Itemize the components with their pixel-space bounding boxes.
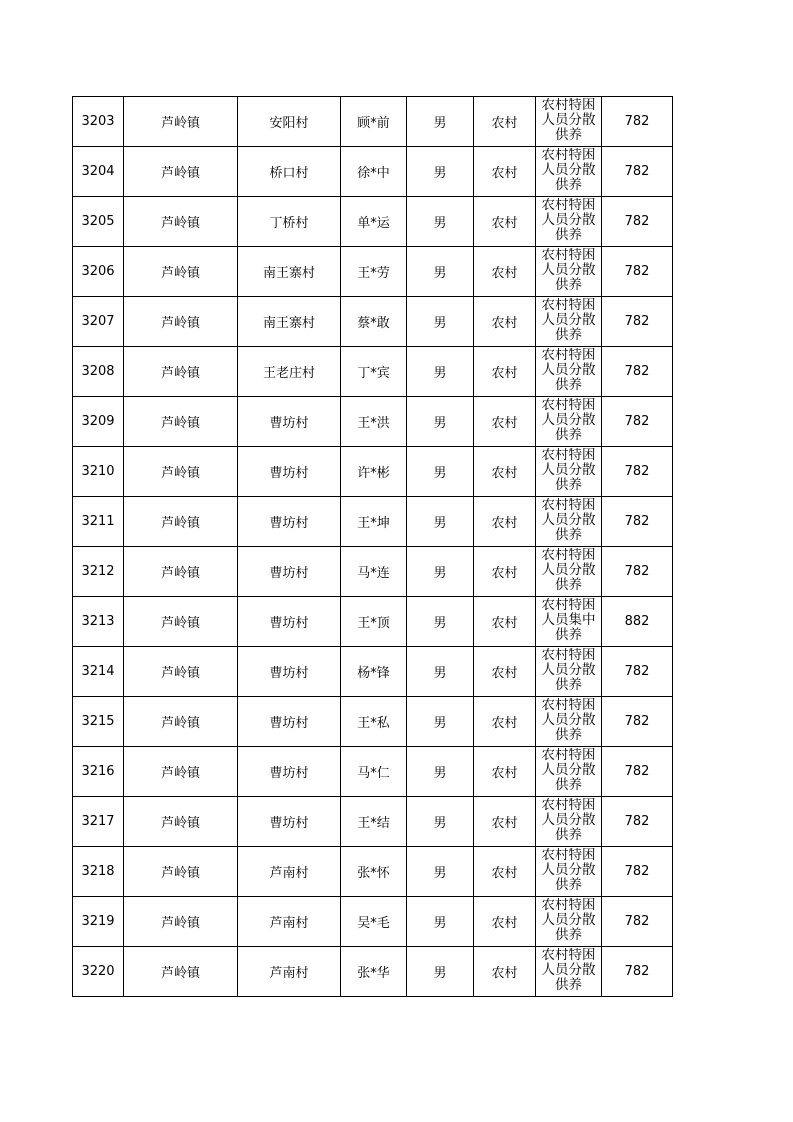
village-cell: 曹坊村: [238, 697, 341, 747]
village-cell: 曹坊村: [238, 497, 341, 547]
residence-type-cell: 农村: [474, 197, 536, 247]
amount-cell: 782: [602, 797, 673, 847]
person-name-cell: 王*私: [341, 697, 407, 747]
residence-type-cell: 农村: [474, 97, 536, 147]
person-name-cell: 王*洪: [341, 397, 407, 447]
person-name-cell: 徐*中: [341, 147, 407, 197]
table-row: [73, 397, 673, 447]
village-cell: 曹坊村: [238, 747, 341, 797]
town-cell: 芦岭镇: [124, 297, 238, 347]
record-number-cell: 3209: [73, 397, 124, 447]
town-cell: 芦岭镇: [124, 247, 238, 297]
residence-type-cell: 农村: [474, 247, 536, 297]
gender-cell: 男: [407, 247, 474, 297]
record-number-cell: 3217: [73, 797, 124, 847]
support-type-cell: [536, 347, 602, 397]
record-number-cell: 3207: [73, 297, 124, 347]
village-cell: 曹坊村: [238, 647, 341, 697]
amount-cell: 782: [602, 947, 673, 997]
table-row: [73, 147, 673, 197]
town-cell: 芦岭镇: [124, 747, 238, 797]
support-type-text: 农村特困人员分散供养: [541, 398, 596, 443]
support-type-text: 农村特困人员分散供养: [541, 448, 596, 493]
table-row: [73, 947, 673, 997]
table-row: [73, 347, 673, 397]
amount-cell: 782: [602, 747, 673, 797]
record-number-cell: 3212: [73, 547, 124, 597]
record-number-cell: 3205: [73, 197, 124, 247]
amount-cell: 782: [602, 197, 673, 247]
amount-cell: 882: [602, 597, 673, 647]
gender-cell: 男: [407, 797, 474, 847]
support-type-text: 农村特困人员分散供养: [541, 748, 596, 793]
residence-type-cell: 农村: [474, 597, 536, 647]
support-type-cell: [536, 497, 602, 547]
person-name-cell: 张*怀: [341, 847, 407, 897]
residence-type-cell: 农村: [474, 397, 536, 447]
support-type-text: 农村特困人员分散供养: [541, 198, 596, 243]
support-type-cell: [536, 247, 602, 297]
table-row: [73, 797, 673, 847]
support-type-cell: [536, 197, 602, 247]
village-cell: 桥口村: [238, 147, 341, 197]
town-cell: 芦岭镇: [124, 847, 238, 897]
gender-cell: 男: [407, 197, 474, 247]
amount-cell: 782: [602, 697, 673, 747]
support-type-cell: [536, 547, 602, 597]
support-type-cell: [536, 447, 602, 497]
table-body: [73, 97, 673, 997]
gender-cell: 男: [407, 347, 474, 397]
town-cell: 芦岭镇: [124, 197, 238, 247]
amount-cell: 782: [602, 497, 673, 547]
town-cell: 芦岭镇: [124, 147, 238, 197]
table-row: [73, 647, 673, 697]
table-row: [73, 447, 673, 497]
amount-cell: 782: [602, 447, 673, 497]
town-cell: 芦岭镇: [124, 447, 238, 497]
village-cell: 曹坊村: [238, 547, 341, 597]
village-cell: 芦南村: [238, 847, 341, 897]
person-name-cell: 吴*毛: [341, 897, 407, 947]
table-row: [73, 597, 673, 647]
record-number-cell: 3218: [73, 847, 124, 897]
support-type-cell: [536, 97, 602, 147]
support-type-text: 农村特困人员分散供养: [541, 348, 596, 393]
person-name-cell: 单*运: [341, 197, 407, 247]
village-cell: 芦南村: [238, 897, 341, 947]
residence-type-cell: 农村: [474, 297, 536, 347]
support-type-text: 农村特困人员分散供养: [541, 848, 596, 893]
amount-cell: 782: [602, 97, 673, 147]
gender-cell: 男: [407, 297, 474, 347]
gender-cell: 男: [407, 847, 474, 897]
residence-type-cell: 农村: [474, 547, 536, 597]
town-cell: 芦岭镇: [124, 797, 238, 847]
village-cell: 安阳村: [238, 97, 341, 147]
town-cell: 芦岭镇: [124, 597, 238, 647]
village-cell: 王老庄村: [238, 347, 341, 397]
record-number-cell: 3216: [73, 747, 124, 797]
record-number-cell: 3211: [73, 497, 124, 547]
support-type-text: 农村特困人员分散供养: [541, 698, 596, 743]
residence-type-cell: 农村: [474, 797, 536, 847]
support-type-cell: [536, 297, 602, 347]
person-name-cell: 顾*前: [341, 97, 407, 147]
support-type-text: 农村特困人员分散供养: [541, 648, 596, 693]
amount-cell: 782: [602, 547, 673, 597]
table-row: [73, 697, 673, 747]
support-type-cell: [536, 397, 602, 447]
residence-type-cell: 农村: [474, 347, 536, 397]
amount-cell: 782: [602, 847, 673, 897]
table-row: [73, 497, 673, 547]
residence-type-cell: 农村: [474, 447, 536, 497]
support-type-cell: [536, 697, 602, 747]
support-type-text: 农村特困人员分散供养: [541, 948, 596, 993]
record-number-cell: 3219: [73, 897, 124, 947]
table-row: [73, 97, 673, 147]
town-cell: 芦岭镇: [124, 647, 238, 697]
support-type-text: 农村特困人员分散供养: [541, 148, 596, 193]
village-cell: 芦南村: [238, 947, 341, 997]
gender-cell: 男: [407, 597, 474, 647]
village-cell: 曹坊村: [238, 797, 341, 847]
town-cell: 芦岭镇: [124, 497, 238, 547]
gender-cell: 男: [407, 147, 474, 197]
village-cell: 曹坊村: [238, 447, 341, 497]
person-name-cell: 杨*锋: [341, 647, 407, 697]
village-cell: 丁桥村: [238, 197, 341, 247]
person-name-cell: 马*连: [341, 547, 407, 597]
village-cell: 南王寨村: [238, 247, 341, 297]
support-type-text: 农村特困人员分散供养: [541, 898, 596, 943]
amount-cell: 782: [602, 147, 673, 197]
amount-cell: 782: [602, 297, 673, 347]
support-type-cell: [536, 747, 602, 797]
town-cell: 芦岭镇: [124, 547, 238, 597]
support-type-cell: [536, 847, 602, 897]
record-number-cell: 3220: [73, 947, 124, 997]
gender-cell: 男: [407, 447, 474, 497]
town-cell: 芦岭镇: [124, 397, 238, 447]
town-cell: 芦岭镇: [124, 97, 238, 147]
town-cell: 芦岭镇: [124, 697, 238, 747]
support-type-text: 农村特困人员分散供养: [541, 798, 596, 843]
residence-type-cell: 农村: [474, 647, 536, 697]
record-number-cell: 3203: [73, 97, 124, 147]
table-row: [73, 247, 673, 297]
amount-cell: 782: [602, 347, 673, 397]
record-number-cell: 3210: [73, 447, 124, 497]
village-cell: 南王寨村: [238, 297, 341, 347]
amount-cell: 782: [602, 647, 673, 697]
table-row: [73, 297, 673, 347]
record-number-cell: 3208: [73, 347, 124, 397]
support-type-text: 农村特困人员分散供养: [541, 548, 596, 593]
beneficiary-table: [72, 96, 673, 997]
person-name-cell: 王*劳: [341, 247, 407, 297]
village-cell: 曹坊村: [238, 597, 341, 647]
person-name-cell: 王*坤: [341, 497, 407, 547]
record-number-cell: 3204: [73, 147, 124, 197]
support-type-cell: [536, 147, 602, 197]
residence-type-cell: 农村: [474, 747, 536, 797]
table-row: [73, 547, 673, 597]
gender-cell: 男: [407, 747, 474, 797]
residence-type-cell: 农村: [474, 697, 536, 747]
table-row: [73, 847, 673, 897]
amount-cell: 782: [602, 247, 673, 297]
town-cell: 芦岭镇: [124, 947, 238, 997]
village-cell: 曹坊村: [238, 397, 341, 447]
person-name-cell: 王*顶: [341, 597, 407, 647]
record-number-cell: 3206: [73, 247, 124, 297]
table-row: [73, 197, 673, 247]
residence-type-cell: 农村: [474, 497, 536, 547]
gender-cell: 男: [407, 697, 474, 747]
town-cell: 芦岭镇: [124, 347, 238, 397]
residence-type-cell: 农村: [474, 947, 536, 997]
support-type-text: 农村特困人员分散供养: [541, 498, 596, 543]
support-type-cell: [536, 647, 602, 697]
support-type-cell: [536, 947, 602, 997]
person-name-cell: 张*华: [341, 947, 407, 997]
gender-cell: 男: [407, 897, 474, 947]
person-name-cell: 丁*宾: [341, 347, 407, 397]
gender-cell: 男: [407, 397, 474, 447]
record-number-cell: 3214: [73, 647, 124, 697]
gender-cell: 男: [407, 547, 474, 597]
person-name-cell: 王*结: [341, 797, 407, 847]
person-name-cell: 马*仁: [341, 747, 407, 797]
amount-cell: 782: [602, 897, 673, 947]
support-type-cell: [536, 797, 602, 847]
support-type-text: 农村特困人员分散供养: [541, 248, 596, 293]
support-type-cell: [536, 897, 602, 947]
residence-type-cell: 农村: [474, 897, 536, 947]
town-cell: 芦岭镇: [124, 897, 238, 947]
table-row: [73, 897, 673, 947]
record-number-cell: 3215: [73, 697, 124, 747]
amount-cell: 782: [602, 397, 673, 447]
person-name-cell: 蔡*敢: [341, 297, 407, 347]
gender-cell: 男: [407, 97, 474, 147]
gender-cell: 男: [407, 497, 474, 547]
gender-cell: 男: [407, 947, 474, 997]
support-type-text: 农村特困人员分散供养: [541, 298, 596, 343]
support-type-cell: [536, 597, 602, 647]
support-type-text: 农村特困人员分散供养: [541, 98, 596, 143]
gender-cell: 男: [407, 647, 474, 697]
support-type-text: 农村特困人员集中供养: [541, 598, 596, 643]
table-row: [73, 747, 673, 797]
record-number-cell: 3213: [73, 597, 124, 647]
person-name-cell: 许*彬: [341, 447, 407, 497]
residence-type-cell: 农村: [474, 847, 536, 897]
residence-type-cell: 农村: [474, 147, 536, 197]
